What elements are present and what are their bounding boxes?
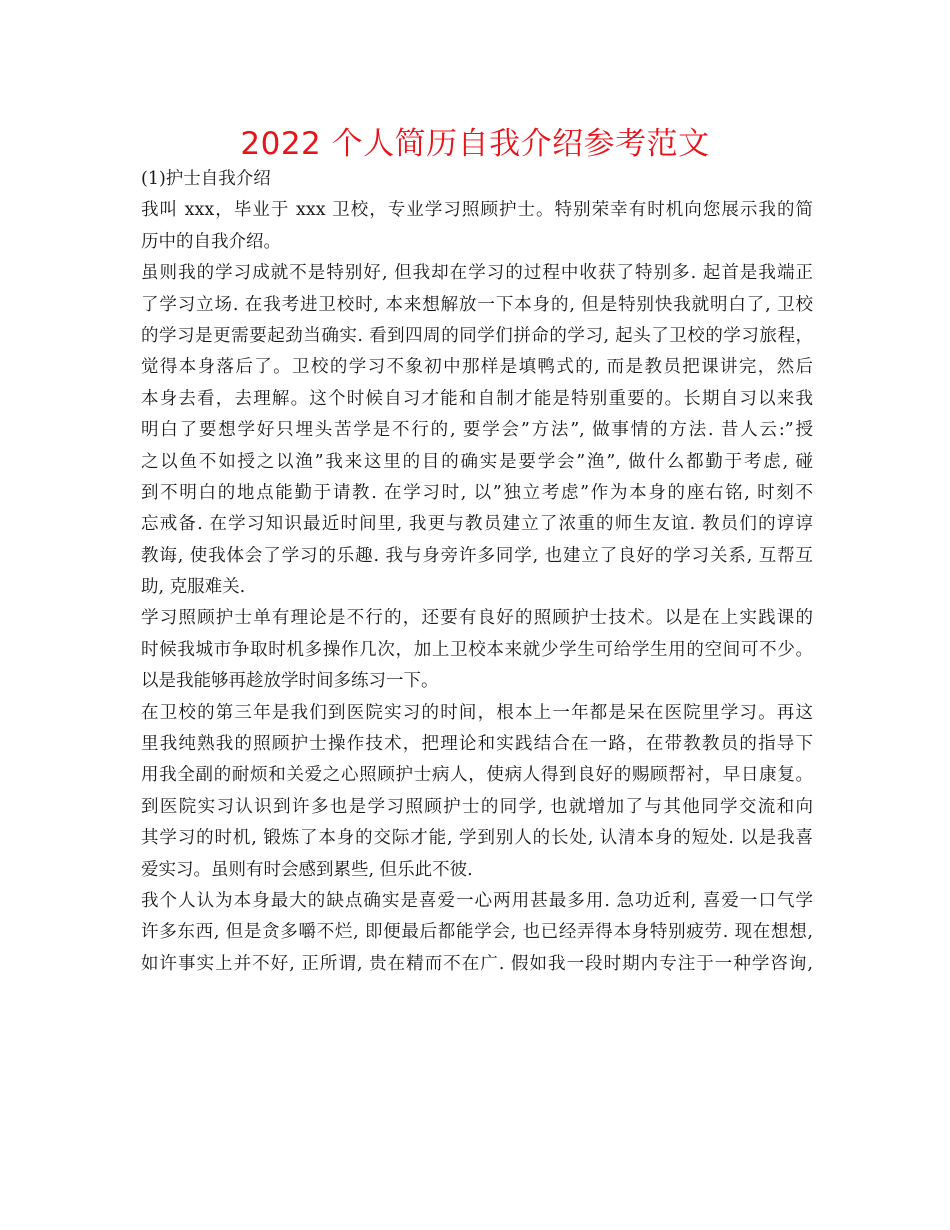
text-line: 时候我城市争取时机多操作几次，加上卫校本来就少学生可给学生用的空间可不少。	[141, 639, 813, 660]
text-line: 爱实习。虽则有时会感到累些, 但乐此不彼.	[141, 859, 473, 880]
text-line: 历中的自我介绍。	[141, 231, 281, 252]
text-line: 用我全副的耐烦和关爱之心照顾护士病人，使病人得到良好的赐顾帮衬，早日康复。	[141, 765, 813, 786]
text-line: 教诲, 使我体会了学习的乐趣. 我与身旁许多同学, 也建立了良好的学习关系, 互帮互	[141, 545, 813, 566]
text-line: 忘戒备. 在学习知识最近时间里, 我更与教员建立了浓重的师生友谊. 教员们的谆谆	[141, 514, 813, 535]
text-line: 本身去看，去理解。这个时候自习才能和自制才能是特别重要的。长期自习以来我	[141, 388, 813, 409]
text-line: 的学习是更需要起劲当确实. 看到四周的同学们拼命的学习, 起头了卫校的学习旅程，	[141, 325, 813, 346]
text-line: 觉得本身落后了。卫校的学习不象初中那样是填鸭式的, 而是教员把课讲完，然后	[141, 357, 813, 378]
text-line: 如许事实上并不好, 正所谓, 贵在精而不在广. 假如我一段时期内专注于一种学咨询,	[141, 953, 813, 974]
text-line: 到不明白的地点能勤于请教. 在学习时, 以”独立考虑”作为本身的座右铭, 时刻不	[141, 482, 813, 503]
text-line: 助, 克服难关.	[141, 577, 246, 598]
text-line: 以是我能够再趁放学时间多练习一下。	[141, 671, 439, 692]
text-line: 其学习的时机, 锻炼了本身的交际才能, 学到别人的长处, 认清本身的短处. 以是我喜	[141, 828, 813, 849]
text-line: 到医院实习认识到许多也是学习照顾护士的同学, 也就增加了与其他同学交流和向	[141, 796, 813, 817]
text-line: 学习照顾护士单有理论是不行的，还要有良好的照顾护士技术。以是在上实践课的	[141, 608, 813, 629]
text-line: 里我纯熟我的照顾护士操作技术，把理论和实践结合在一路，在带教教员的指导下	[141, 734, 813, 755]
document-body	[141, 164, 813, 980]
section-heading: (1)护士自我介绍	[141, 169, 271, 189]
text-line: 许多东西, 但是贪多嚼不烂, 即便最后都能学会, 也已经弄得本身特别疲劳. 现在想想,	[141, 922, 813, 943]
text-line: 我叫 xxx，毕业于 xxx 卫校，专业学习照顾护士。特别荣幸有时机向您展示我的简	[141, 200, 813, 221]
text-line: 我个人认为本身最大的缺点确实是喜爱一心两用甚最多用. 急功近利, 喜爱一口气学	[141, 890, 813, 911]
text-line: 了学习立场. 在我考进卫校时, 本来想解放一下本身的, 但是特别快我就明白了, 卫校	[141, 294, 813, 315]
text-line: 之以鱼不如授之以渔”我来这里的目的确实是要学会”渔”, 做什么都勤于考虑, 碰	[141, 451, 813, 472]
document-title: 2022 个人简历自我介绍参考范文	[240, 126, 710, 162]
text-line: 虽则我的学习成就不是特别好, 但我却在学习的过程中收获了特别多. 起首是我端正	[141, 263, 813, 284]
text-line: 明白了要想学好只埋头苦学是不行的, 要学会”方法”, 做事情的方法. 昔人云:”授	[141, 420, 813, 441]
text-line: 在卫校的第三年是我们到医院实习的时间，根本上一年都是呆在医院里学习。再这	[141, 702, 813, 723]
